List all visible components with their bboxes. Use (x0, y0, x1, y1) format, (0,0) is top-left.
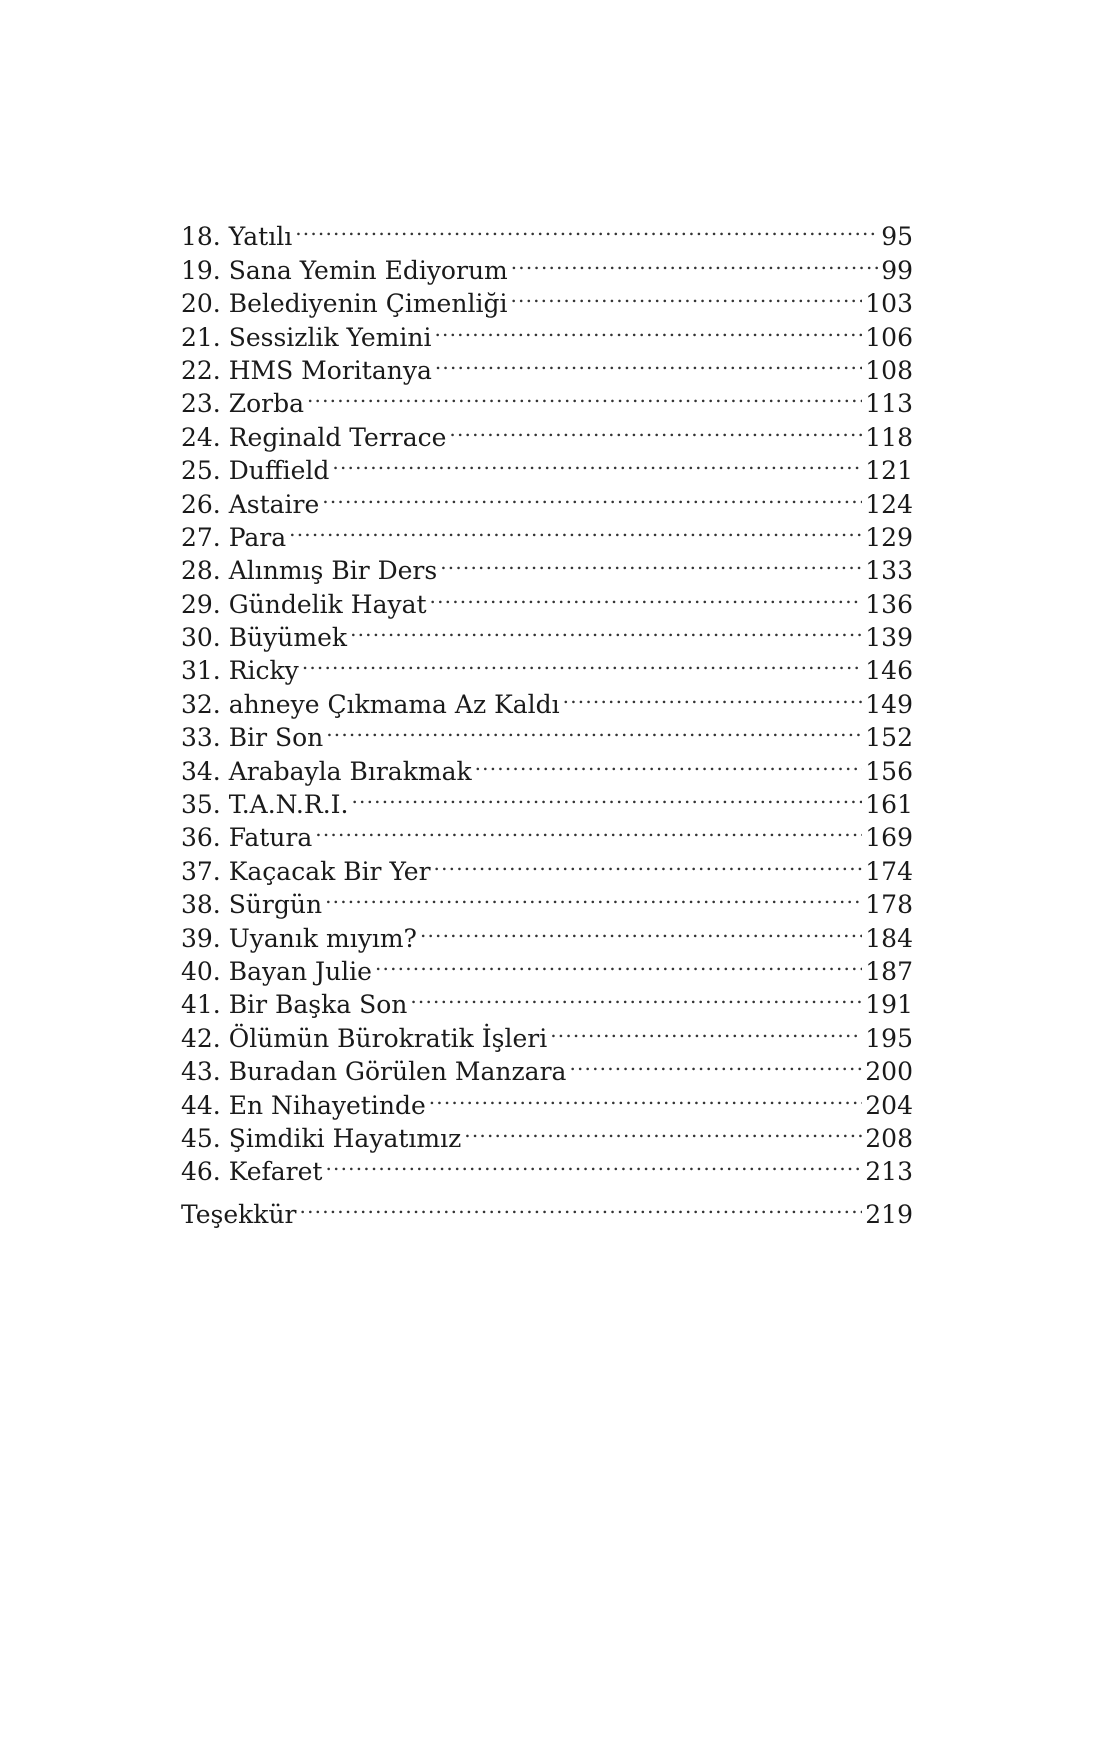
page-number: 121 (865, 456, 913, 486)
entry-title: 22. HMS Moritanya (181, 355, 432, 385)
entry-title: 33. Bir Son (181, 723, 324, 753)
entry-title: 44. En Nihayetinde (181, 1090, 426, 1120)
dot-leader (434, 312, 862, 345)
page-number: 146 (865, 656, 913, 686)
dot-leader (510, 279, 862, 312)
dot-leader (375, 947, 862, 980)
page-number: 208 (865, 1123, 913, 1153)
entry-title: 25. Duffield (181, 456, 330, 486)
dot-leader (550, 1013, 862, 1046)
dot-leader (430, 579, 863, 612)
page-number: 99 (881, 255, 913, 285)
dot-leader (449, 412, 862, 445)
dot-leader (350, 613, 862, 646)
page-number: 124 (865, 489, 913, 519)
entry-title: Teşekkür (181, 1199, 297, 1229)
dot-leader (295, 212, 878, 245)
entry-title: 26. Astaire (181, 489, 320, 519)
dot-leader (351, 780, 862, 813)
dot-leader (475, 746, 863, 779)
dot-leader (307, 379, 862, 412)
toc-entry-27[interactable] (181, 513, 913, 552)
entry-title: 42. Ölümün Bürokratik İşleri (181, 1023, 548, 1053)
entry-title: 36. Fatura (181, 823, 313, 853)
page-number: 108 (865, 355, 913, 385)
page-number: 118 (865, 422, 913, 452)
dot-leader (420, 913, 862, 946)
page-number: 200 (865, 1057, 913, 1087)
page-number: 204 (865, 1090, 913, 1120)
entry-title: 23. Zorba (181, 389, 304, 419)
dot-leader (325, 880, 862, 913)
entry-title: 41. Bir Başka Son (181, 990, 408, 1020)
page-number: 149 (865, 689, 913, 719)
dot-leader (464, 1114, 862, 1147)
entry-title: 27. Para (181, 522, 287, 552)
page-number: 219 (865, 1199, 913, 1229)
entry-title: 19. Sana Yemin Ediyorum (181, 255, 508, 285)
page-number: 178 (865, 890, 913, 920)
entry-title: 20. Belediyenin Çimenliği (181, 289, 508, 319)
dot-leader (435, 346, 862, 379)
page-number: 152 (865, 723, 913, 753)
dot-leader (322, 479, 862, 512)
entry-title: 45. Şimdiki Hayatımız (181, 1123, 462, 1153)
dot-leader (569, 1047, 862, 1080)
entry-title: 37. Kaçacak Bir Yer (181, 856, 431, 886)
dot-leader (300, 1189, 863, 1222)
dot-leader (289, 513, 862, 546)
page-number: 156 (865, 756, 913, 786)
entry-title: 43. Buradan Görülen Manzara (181, 1057, 567, 1087)
page-number: 113 (865, 389, 913, 419)
dot-leader (429, 1080, 863, 1113)
page-number: 139 (865, 623, 913, 653)
table-of-contents (181, 212, 913, 1229)
page-number: 129 (865, 522, 913, 552)
dot-leader (434, 846, 863, 879)
dot-leader (332, 446, 862, 479)
dot-leader (325, 1147, 862, 1180)
dot-leader (440, 546, 862, 579)
entry-title: 29. Gündelik Hayat (181, 589, 427, 619)
entry-title: 35. T.A.N.R.I. (181, 790, 349, 820)
toc-entry-28[interactable] (181, 546, 913, 586)
page-number: 195 (865, 1023, 913, 1053)
dot-leader (326, 713, 862, 746)
dot-leader (315, 813, 862, 846)
entry-title: 40. Bayan Julie (181, 956, 372, 986)
entry-title: 39. Uyanık mıyım? (181, 923, 417, 953)
entry-title: 24. Reginald Terrace (181, 422, 447, 452)
dot-leader (511, 245, 878, 278)
page-number: 95 (881, 222, 913, 252)
page-number: 184 (865, 923, 913, 953)
toc-entry-18[interactable] (181, 212, 913, 252)
page-number: 187 (865, 956, 913, 986)
page-number: 174 (865, 856, 913, 886)
entry-title: 46. Kefaret (181, 1157, 323, 1187)
toc-entry-acknowledgements[interactable] (181, 1189, 913, 1229)
entry-title: 34. Arabayla Bırakmak (181, 756, 472, 786)
page-number: 161 (865, 790, 913, 820)
dot-leader (563, 679, 863, 712)
entry-title: 32. ahneye Çıkmama Az Kaldı (181, 689, 560, 719)
entry-title: 18. Yatılı (181, 222, 293, 252)
entry-title: 31. Ricky (181, 656, 299, 686)
page-number: 136 (865, 589, 913, 619)
page-number: 191 (865, 990, 913, 1020)
page-number: 106 (865, 322, 913, 352)
page-number: 169 (865, 823, 913, 853)
dot-leader (410, 980, 862, 1013)
page-number: 103 (865, 289, 913, 319)
entry-title: 38. Sürgün (181, 890, 323, 920)
entry-title: 30. Büyümek (181, 623, 348, 653)
entry-title: 21. Sessizlik Yemini (181, 322, 432, 352)
entry-title: 28. Alınmış Bir Ders (181, 556, 438, 586)
page-number: 133 (865, 556, 913, 586)
dot-leader (302, 646, 862, 679)
page-number: 213 (865, 1157, 913, 1187)
